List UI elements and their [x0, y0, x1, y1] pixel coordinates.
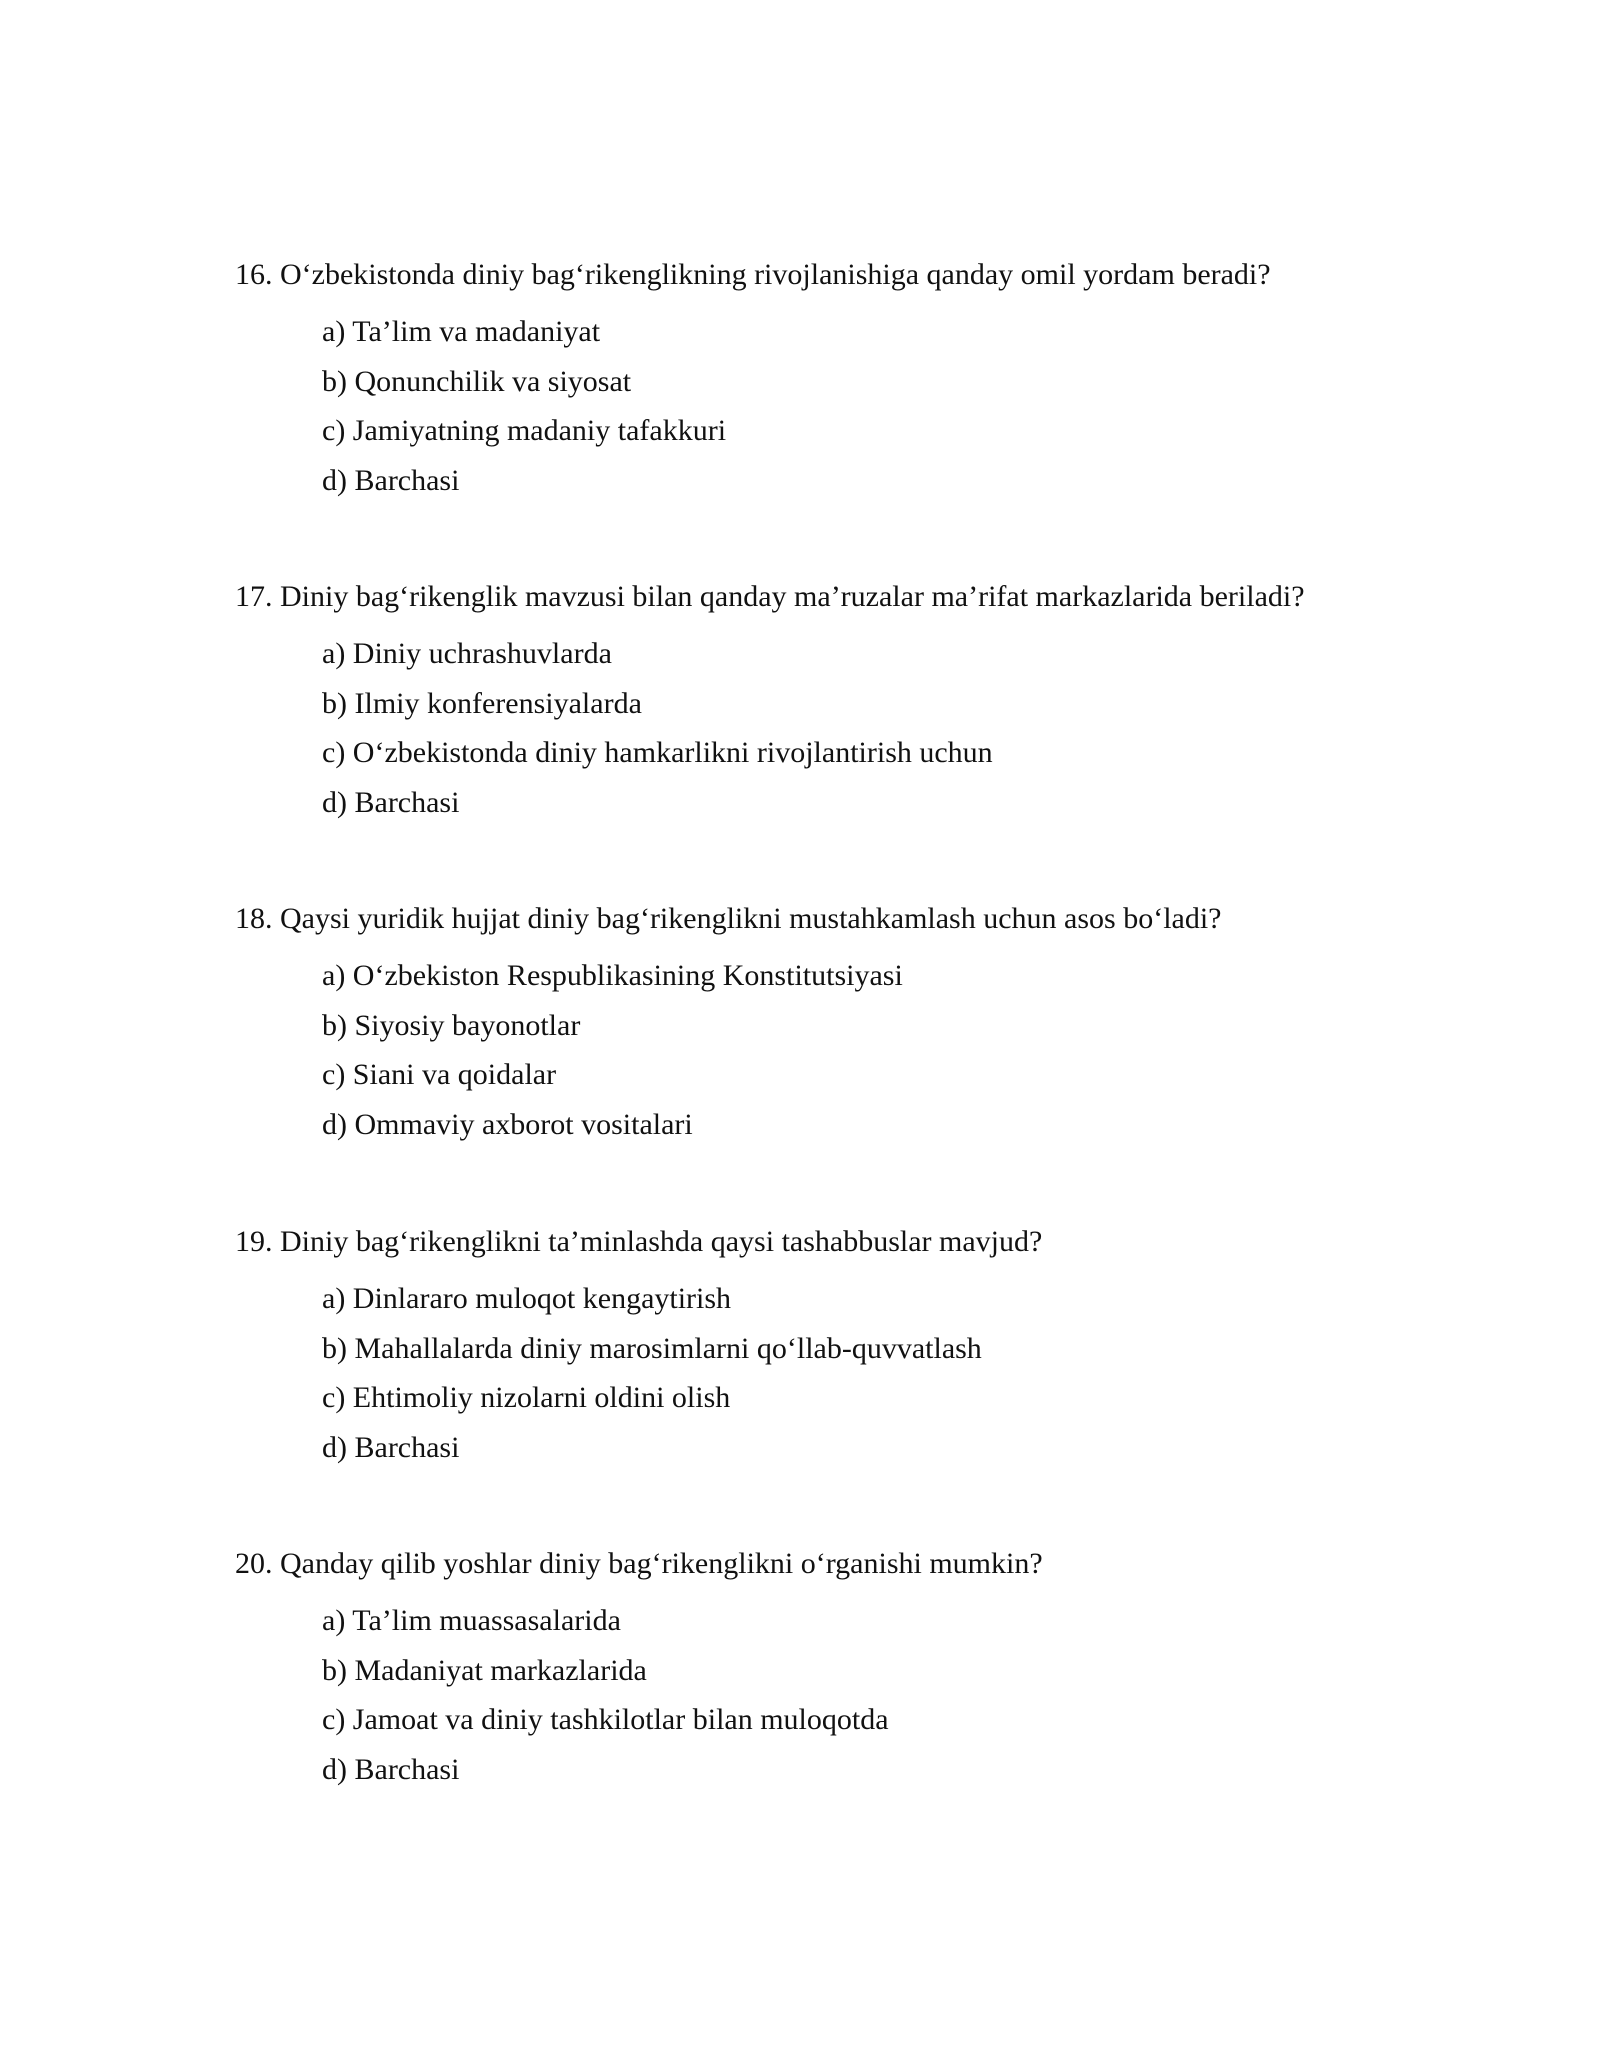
option-c: c) Siani va qoidalar: [322, 1058, 557, 1091]
option-a: a) O‘zbekiston Respublikasining Konstitutsiyasi: [322, 959, 903, 992]
option-c: c) Jamiyatning madaniy tafakkuri: [322, 414, 727, 447]
option-a: a) Ta’lim va madaniyat: [322, 315, 601, 348]
option-a: a) Ta’lim muassasalarida: [322, 1604, 621, 1637]
option-d: d) Barchasi: [322, 1430, 460, 1464]
question-text: 20. Qanday qilib yoshlar diniy bag‘rikenglikni o‘rganishi mumkin?: [235, 1547, 1043, 1580]
option-b: b) Madaniyat markazlarida: [322, 1653, 647, 1687]
question-20: [235, 1546, 1485, 1801]
question-text: 19. Diniy bag‘rikenglikni ta’minlashda qaysi tashabbuslar mavjud?: [235, 1225, 1043, 1258]
question-text: 18. Qaysi yuridik hujjat diniy bag‘rikenglikni mustahkamlash uchun asos bo‘ladi?: [235, 902, 1222, 935]
option-list: [322, 1603, 1485, 1801]
option-d: d) Ommaviy axborot vositalari: [322, 1107, 693, 1141]
option-b: b) Ilmiy konferensiyalarda: [322, 686, 642, 720]
question-16: [235, 257, 1485, 512]
option-list: [322, 314, 1485, 512]
option-a: a) Dinlararo muloqot kengaytirish: [322, 1282, 732, 1315]
option-c: c) Jamoat va diniy tashkilotlar bilan muloqotda: [322, 1703, 889, 1736]
option-c: c) O‘zbekistonda diniy hamkarlikni rivojlantirish uchun: [322, 736, 993, 769]
option-b: b) Qonunchilik va siyosat: [322, 364, 632, 398]
option-d: d) Barchasi: [322, 1752, 460, 1786]
question-18: [235, 901, 1485, 1156]
option-b: b) Siyosiy bayonotlar: [322, 1008, 581, 1042]
option-list: [322, 636, 1485, 834]
option-a: a) Diniy uchrashuvlarda: [322, 637, 612, 670]
question-text: 16. O‘zbekistonda diniy bag‘rikenglikning rivojlanishiga qanday omil yordam beradi?: [235, 258, 1271, 291]
option-list: [322, 958, 1485, 1156]
option-list: [322, 1281, 1485, 1479]
option-c: c) Ehtimoliy nizolarni oldini olish: [322, 1381, 731, 1414]
option-d: d) Barchasi: [322, 463, 460, 497]
question-text: 17. Diniy bag‘rikenglik mavzusi bilan qanday ma’ruzalar ma’rifat markazlarida beriladi?: [235, 580, 1305, 613]
question-17: [235, 579, 1485, 834]
option-d: d) Barchasi: [322, 785, 460, 819]
option-b: b) Mahallalarda diniy marosimlarni qo‘llab-quvvatlash: [322, 1331, 982, 1365]
question-19: [235, 1224, 1485, 1479]
